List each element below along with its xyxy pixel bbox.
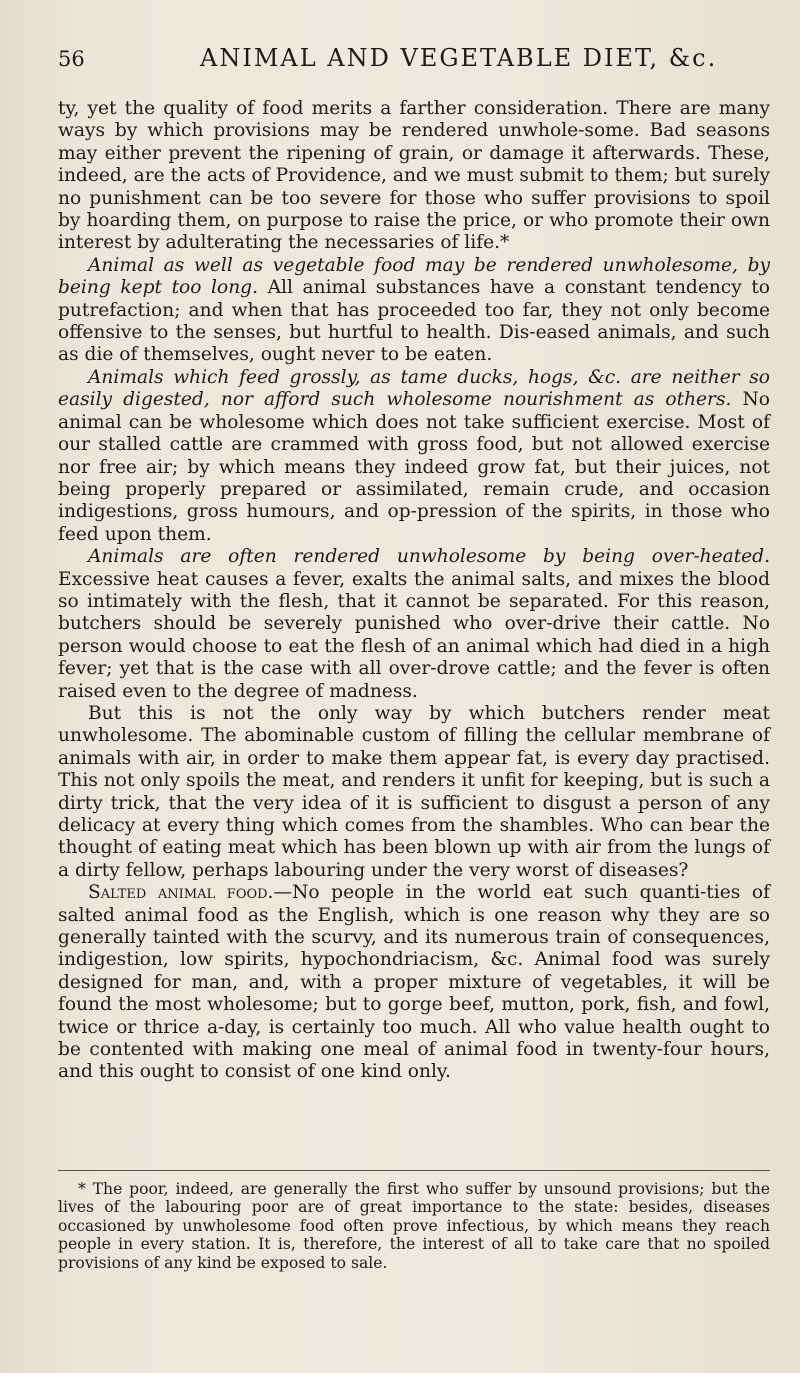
page-number: 56 xyxy=(58,47,85,71)
paragraph-text: But this is not the only way by which butchers render meat unwholesome. The abominable custom of filling the cellular membrane of animals with air, in order to make them appear fat, is every day practised. This not only spoils the meat, and renders it unfit for keeping, but is such a dirty trick, that the very idea of it is sufficient to disgust a person of any delicacy at every thing which comes from the shambles. Who can bear the thought of eating meat which has been blown up with air from the lungs of a dirty fellow, perhaps labouring under the very worst of diseases? xyxy=(58,702,770,881)
paragraph-lead: Salted animal food. xyxy=(88,882,274,904)
paragraph-text: —No people in the world eat such quanti-ties of salted animal food as the English, which is one reason why they are so generally tainted with the scurvy, and its numerous train of consequences, indigestion, low spirits, hypochondriacism, &c. Animal food was surely designed for man, and, with a proper mixture of vegetables, it will be found the most wholesome; but to gorge beef, mutton, pork, fish, and fowl, twice or thrice a-day, is certainly too much. All who value health ought to be contented with making one meal of animal food in twenty-four hours, and this ought to consist of one kind only. xyxy=(58,882,770,1083)
paragraph-salted-food xyxy=(58,882,770,1084)
paragraph-text: All animal substances have a constant tendency to putrefaction; and when that has proceeded too far, they not only become offensive to the senses, but hurtful to health. Dis-eased animals, and such as die of themselves, ought never to be eaten. xyxy=(58,277,770,366)
paragraph-text: ty, yet the quality of food merits a farther consideration. There are many ways by which provisions may be rendered unwhole-some. Bad seasons may either prevent the ripening of grain, or damage it afterwards. These, indeed, are the acts of Providence, and we must submit to them; but surely no punishment can be too severe for those who suffer provisions to spoil by hoarding them, on purpose to raise the price, or who promote their own interest by adulterating the necessaries of life.* xyxy=(58,98,770,254)
footnote-divider xyxy=(58,1170,770,1171)
footnote xyxy=(58,1180,770,1272)
paragraph-over-heated xyxy=(58,546,770,703)
page-header xyxy=(58,44,758,84)
paragraph-gross-feeders xyxy=(58,367,770,546)
paragraph-lead: Animals are often rendered unwholesome by being over-heated. xyxy=(88,546,770,568)
paragraph-unwholesome-kept-long xyxy=(58,255,770,367)
running-title: ANIMAL AND VEGETABLE DIET, &c. xyxy=(200,44,718,72)
paragraph-lead: Animals which feed grossly, as tame ducks, hogs, &c. are neither so easily digested, nor afford such wholesome nourishment as others. xyxy=(58,366,770,411)
paragraph-continuation xyxy=(58,98,770,255)
paragraph-text: No animal can be wholesome which does not take sufficient exercise. Most of our stalled cattle are crammed with gross food, but not allowed exercise nor free air; by which means they indeed grow fat, but their juices, not being properly prepared or assimilated, remain crude, and occasion indigestions, gross humours, and op-pression of the spirits, in those who feed upon them. xyxy=(58,389,770,545)
paragraph-lead: Animal as well as vegetable food may be rendered unwholesome, by being kept too long. xyxy=(58,254,770,299)
body-text xyxy=(58,98,770,1084)
paragraph-butchers xyxy=(58,703,770,882)
footnote-text: * The poor, indeed, are generally the first who suffer by unsound provisions; but the lives of the labouring poor are of great importance to the state: besides, diseases occasioned by unwholesome food often prove infectious, by which means they reach people in every station. It is, therefore, the interest of all to take care that no spoiled provisions of any kind be exposed to sale. xyxy=(58,1180,770,1272)
paragraph-text: Excessive heat causes a fever, exalts the animal salts, and mixes the blood so intimately with the flesh, that it cannot be separated. For this reason, butchers should be severely punished who over-drive their cattle. No person would choose to eat the flesh of an animal which had died in a high fever; yet that is the case with all over-drove cattle; and the fever is often raised even to the degree of madness. xyxy=(58,568,770,702)
